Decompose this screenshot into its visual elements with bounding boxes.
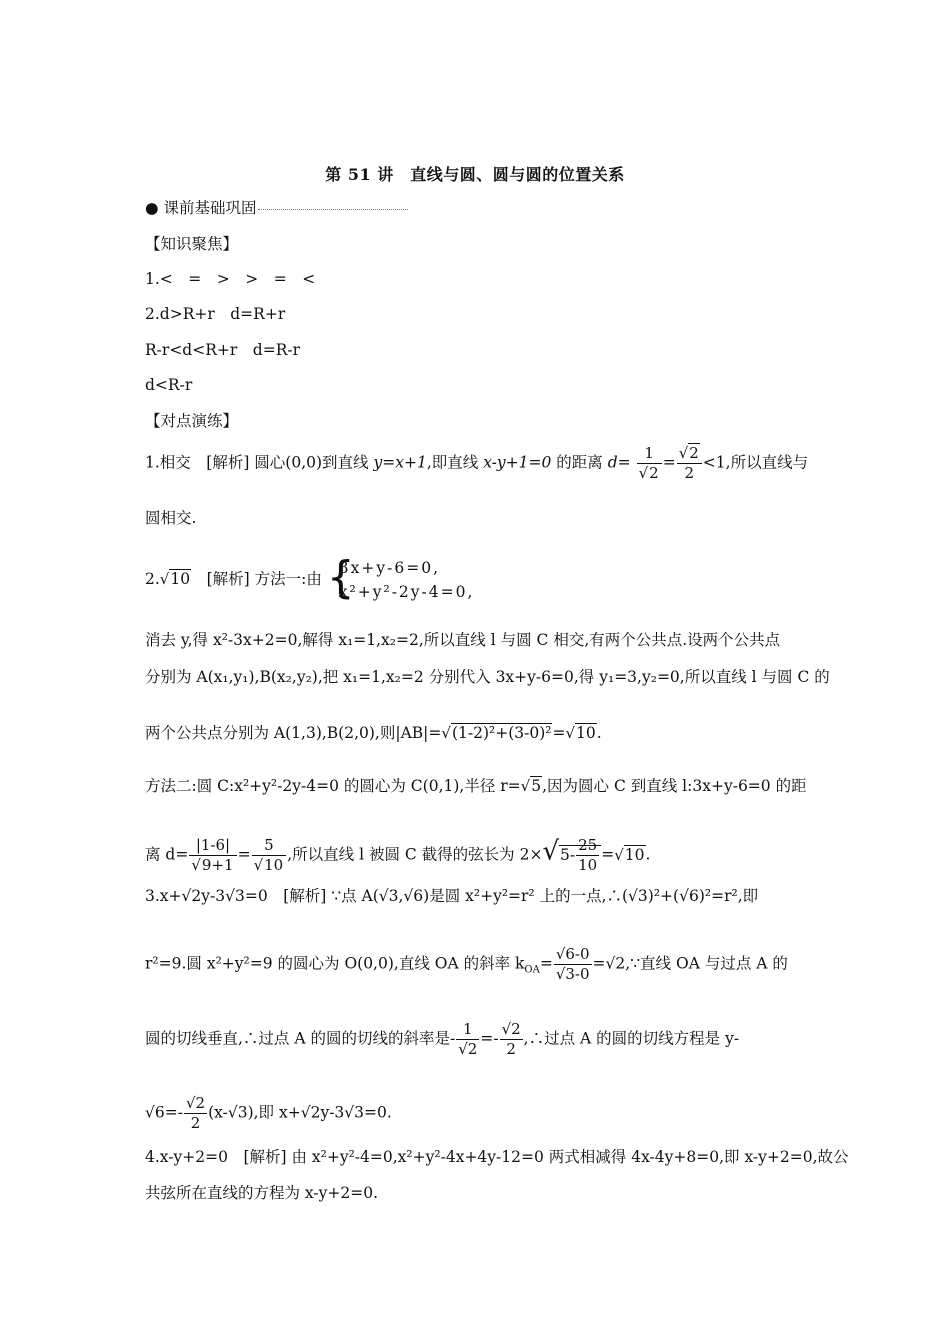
q3-line-4: √6=- $\frac{√2}{2}$ (x-√3),即 x+√2y-3√3=0.: [145, 1094, 392, 1132]
q2-line-5: 方法二:圆 C:x²+y²-2y-4=0 的圆心为 C(0,1),半径 r=√5,因为圆心 C 到直线 l:3x+y-6=0 的距: [145, 777, 807, 795]
q3-line-1: 3.x+√2y-3√3=0 [解析] ∵点 A(√3,√6)是圆 x²+y²=r² 上的一点,∴(√3)²+(√6)²=r²,即: [145, 887, 759, 905]
practice-heading: 【对点演练】: [145, 412, 239, 430]
q2-line-2: 消去 y,得 x²-3x+2=0,解得 x₁=1,x₂=2,所以直线 l 与圆 C 相交,有两个公共点.设两个公共点: [145, 631, 781, 649]
q3-line-3: 圆的切线垂直,∴过点 A 的圆的切线的斜率是- $\frac{1}{√2}$ =- $\frac{√2}{2}$ ,∴过点 A 的圆的切线方程是 y-: [145, 1020, 740, 1058]
dotted-leader: [258, 209, 408, 210]
q2-line-1: 2.√10 [解析] 方法一:由 { 3x+y-6=0, x²+y²-2y-4=0,: [145, 552, 475, 603]
q1-mid2: 的距离: [551, 453, 608, 472]
q3-slope-fraction: $\frac{√6-0}{√3-0}$: [555, 945, 590, 983]
q2-line-4: 两个公共点分别为 A(1,3),B(2,0),则|AB|=√(1-2)²+(3-0)²=√10.: [145, 724, 602, 742]
q1-line-2: 圆相交.: [145, 509, 197, 527]
q2-system-row-2: x²+y²-2y-4=0,: [338, 583, 475, 601]
q2-distance-fraction: $\frac{|1-6|}{√9+1}$: [189, 838, 236, 873]
section-heading: [145, 198, 408, 218]
knowledge-line-1: 1.< = > > = <: [145, 270, 316, 288]
q4-line-1: 4.x-y+2=0 [解析] 由 x²+y²-4=0,x²+y²-4x+4y-12=0 两式相减得 4x-4y+8=0,即 x-y+2=0,故公: [145, 1148, 849, 1166]
q2-line-3: 分别为 A(x₁,y₁),B(x₂,y₂),把 x₁=1,x₂=2 分别代入 3x+y-6=0,得 y₁=3,y₂=0,所以直线 l 与圆 C 的: [145, 668, 830, 686]
section-label: ● 课前基础巩固: [145, 199, 257, 217]
q2-equation-system: { 3x+y-6=0, x²+y²-2y-4=0,: [326, 552, 475, 603]
lesson-title: 第 51 讲 直线与圆、圆与圆的位置关系: [325, 165, 625, 184]
knowledge-line-2: 2.d>R+r d=R+r: [145, 305, 286, 323]
q2-line-6: 离 d= $\frac{|1-6|}{√9+1}$ = $\frac{5}{√10}$ ,所以直线 l 被圆 C 截得的弦长为 2×√5- $\frac{25}{10}$ =√10.: [145, 836, 651, 874]
q1-tail: <1,所以直线与: [702, 453, 809, 472]
q2-system-row-1: 3x+y-6=0,: [338, 559, 441, 577]
q4-line-2: 共弦所在直线的方程为 x-y+2=0.: [145, 1184, 379, 1202]
q3-line-2: r²=9.圆 x²+y²=9 的圆心为 O(0,0),直线 OA 的斜率 $k_{OA}=$ $\frac{√6-0}{√3-0}$ =√2,∵直线 OA 与过点 A 的: [145, 945, 788, 983]
q1-fraction-1: $\frac{1}{√2}$: [637, 446, 662, 481]
q1-eq1: y=x+1: [373, 453, 427, 472]
q2-answer-radical: √10: [159, 570, 191, 588]
knowledge-line-3: R-r<d<R+r d=R-r: [145, 341, 301, 359]
q1-mid1: ,即直线: [426, 453, 484, 472]
q1-fraction-2: $\frac{√2}{2}$: [677, 446, 702, 481]
q1-eq2: x-y+1=0: [483, 453, 552, 472]
q1-line-1: 1.相交 [解析] 圆心(0,0)到直线 y=x+1,即直线 x-y+1=0 的距离 d= $\frac{1}{√2}$ = $\frac{√2}{2}$ <1,所以直线与: [145, 444, 809, 482]
q1-prefix: 1.相交 [解析] 圆心(0,0)到直线: [145, 453, 374, 472]
knowledge-heading: 【知识聚焦】: [145, 235, 239, 253]
knowledge-line-4: d<R-r: [145, 376, 193, 394]
q1-dvar: d=: [607, 453, 631, 472]
q2-chord-radical: √5- $\frac{25}{10}$: [542, 838, 601, 873]
q2-distance-radical: √(1-2)²+(3-0)²: [441, 724, 552, 742]
